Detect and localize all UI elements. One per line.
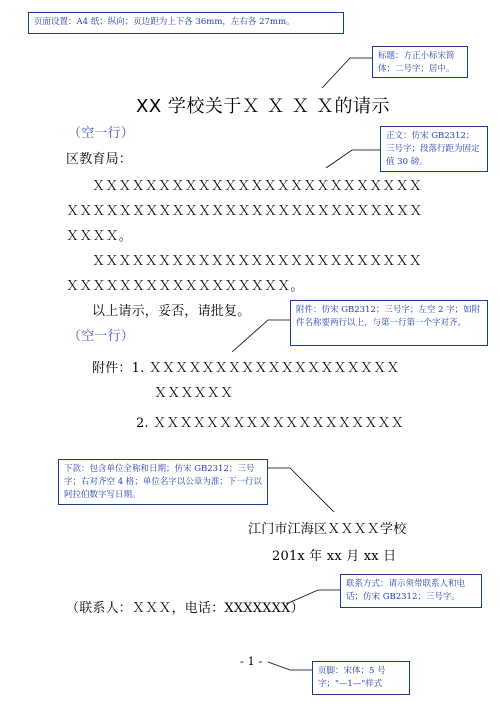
blank-line-marker-2: （空一行） (68, 329, 135, 344)
page-setup-note: 页面设置：A4 纸；纵向；页边距为上下各 36mm，左右各 27mm。 (28, 12, 344, 34)
closing-line: 以上请示，妥否，请批复。 (92, 304, 251, 319)
signature-note: 下款：包含单位全称和日期；仿宋 GB2312；三号字；右对齐空 4 格；单位名字以公章为准；下一行以阿拉伯数字写日期。 (58, 459, 268, 505)
document-title: XX 学校关于Ｘ Ｘ Ｘ Ｘ的请示 (136, 96, 391, 117)
recipient: 区教育局： (66, 152, 133, 167)
paragraph-1-line-2: ＸＸＸＸＸＸＸＸＸＸＸＸＸＸＸＸＸＸＸＸＸＸＸＸＸＸＸ (66, 204, 423, 219)
paragraph-2-line-1: ＸＸＸＸＸＸＸＸＸＸＸＸＸＸＸＸＸＸＸＸＸＸＸＸＸ (92, 254, 423, 269)
issuer-name: 江门市江海区ＸＸＸＸ学校 (248, 522, 407, 537)
blank-line-marker-1: （空一行） (68, 126, 135, 141)
paragraph-1-line-3: ＸＸＸＸ。 (66, 229, 133, 244)
paragraph-1-line-1: ＸＸＸＸＸＸＸＸＸＸＸＸＸＸＸＸＸＸＸＸＸＸＸＸＸ (92, 179, 423, 194)
contact-note: 联系方式：请示须带联系人和电话；仿宋 GB2312；三号字。 (340, 574, 482, 608)
page-number: - 1 - (240, 655, 263, 668)
attachment-2: 2. ＸＸＸＸＸＸＸＸＸＸＸＸＸＸＸＸＸＸＸ (136, 416, 404, 431)
body-note: 正文：仿宋 GB2312；三号字；段落行距为固定值 30 磅。 (380, 126, 488, 172)
footer-note: 页脚：宋体；5 号字；"—1—"样式 (312, 661, 410, 695)
title-note: 标题：方正小标宋简体；二号字；居中。 (372, 46, 468, 78)
attachment-1-line-1: 附件：1. ＸＸＸＸＸＸＸＸＸＸＸＸＸＸＸＸＸＸＸ (92, 361, 400, 376)
paragraph-2-line-2: ＸＸＸＸＸＸＸＸＸＸＸＸＸＸＸＸＸ。 (66, 279, 304, 294)
contact-line: （联系人：ＸＸＸ，电话：XXXXXXX） (66, 601, 304, 616)
issue-date: 201x 年 xx 月 xx 日 (272, 549, 397, 564)
attachment-1-line-2: ＸＸＸＸＸＸ (154, 386, 234, 401)
attachment-note: 附件：仿宋 GB2312；三号字；左空 2 字；如附件名称要两行以上，与第一行第一个字对齐。 (290, 300, 488, 346)
